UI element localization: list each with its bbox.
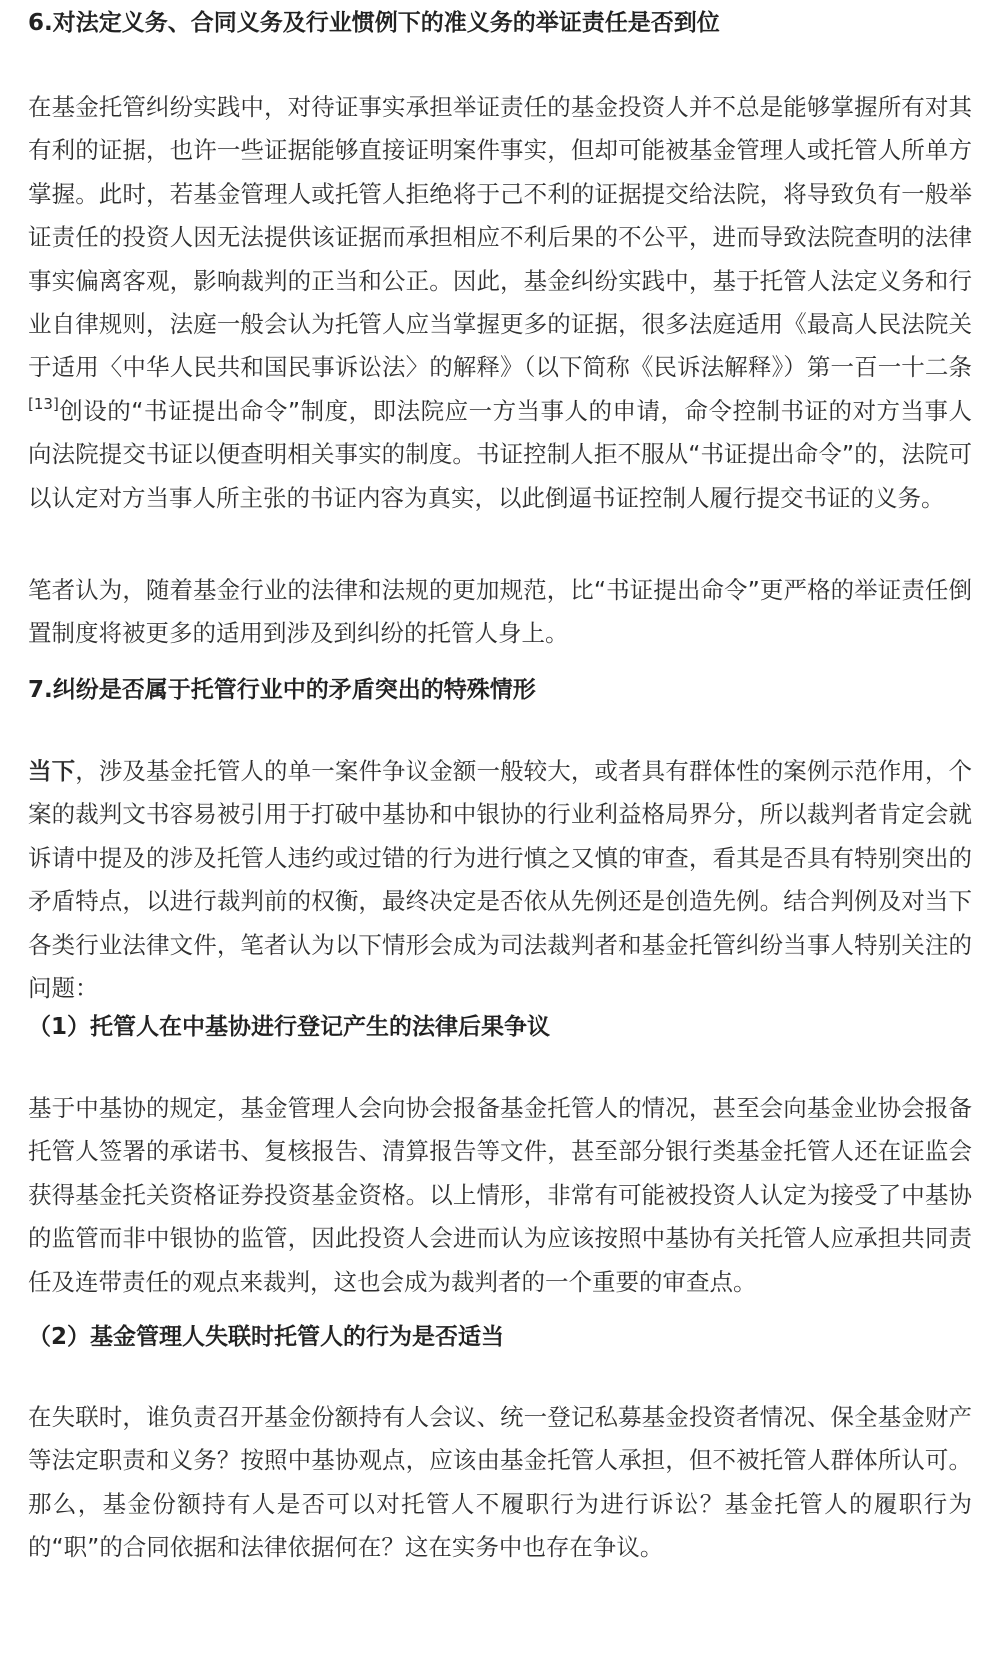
section-heading-7: 7.纠纷是否属于托管行业中的矛盾突出的特殊情形 — [28, 677, 536, 703]
footnote-reference[interactable]: [13] — [28, 394, 59, 413]
paragraph-registration: 基于中基协的规定，基金管理人会向协会报备基金托管人的情况，甚至会向基金业协会报备托管人签署的承诺书、复核报告、清算报告等文件，甚至部分银行类基金托管人还在证监会获得基金托关资格证券投资基金资格。以上情形，非常有可能被投资人认定为接受了中基协的监管而非中银协的监管，因此投资人会进而认为应该按照中基协有关托管人应承担共同责任及连带责任的观点来裁判，这也会成为裁判者的一个重要的审查点。 — [28, 1094, 972, 1296]
paragraph-text: ，涉及基金托管人的单一案件争议金额一般较大，或者具有群体性的案例示范作用，个案的裁判文书容易被引用于打破中基协和中银协的行业利益格局界分，所以裁判者肯定会就诉请中提及的涉及托管人违约或过错的行为进行慎之又慎的审查，看其是否具有特别突出的矛盾特点，以进行裁判前的权衡，最终决定是否依从先例还是创造先例。结合判例及对当下各类行业法律文件，笔者认为以下情形会成为司法裁判者和基金托管纠纷当事人特别关注的问题： — [28, 757, 973, 1003]
section-heading-6: 6.对法定义务、合同义务及行业惯例下的准义务的举证责任是否到位 — [28, 10, 720, 36]
paragraph-burden-of-proof — [28, 86, 972, 520]
paragraph-text: 在基金托管纠纷实践中，对待证事实承担举证责任的基金投资人并不总是能够掌握所有对其有利的证据，也许一些证据能够直接证明案件事实，但却可能被基金管理人或托管人所单方掌握。此时，若基金管理人或托管人拒绝将于己不利的证据提交给法院，将导致负有一般举证责任的投资人因无法提供该证据而承担相应不利后果的不公平，进而导致法院查明的法律事实偏离客观，影响裁判的正当和公正。因此，基金纠纷实践中，基于托管人法定义务和行业自律规则，法庭一般会认为托管人应当掌握更多的证据，很多法庭适用《最高人民法院关于适用〈中华人民共和国民事诉讼法〉的解释》（以下简称《民诉法解释》）第一百一十二条 — [28, 93, 972, 382]
paragraph-text: 创设的“书证提出命令”制度，即法院应一方当事人的申请，命令控制书证的对方当事人向法院提交书证以便查明相关事实的制度。书证控制人拒不服从“书证提出命令”的，法院可以认定对方当事人所主张的书证内容为真实，以此倒逼书证控制人履行提交书证的义务。 — [28, 396, 972, 512]
lead-bold-text: 当下 — [28, 757, 76, 785]
paragraph-author-view: 笔者认为，随着基金行业的法律和法规的更加规范，比“书证提出命令”更严格的举证责任倒置制度将被更多的适用到涉及到纠纷的托管人身上。 — [28, 576, 972, 648]
subsection-heading-1: （1）托管人在中基协进行登记产生的法律后果争议 — [28, 1014, 551, 1040]
paragraph-lost-contact: 在失联时，谁负责召开基金份额持有人会议、统一登记私募基金投资者情况、保全基金财产等法定职责和义务？按照中基协观点，应该由基金托管人承担，但不被托管人群体所认可。那么，基金份额持有人是否可以对托管人不履职行为进行诉讼？基金托管人的履职行为的“职”的合同依据和法律依据何在？这在实务中也存在争议。 — [28, 1403, 972, 1562]
subsection-heading-2: （2）基金管理人失联时托管人的行为是否适当 — [28, 1324, 505, 1350]
paragraph-current-situation — [28, 750, 972, 1010]
